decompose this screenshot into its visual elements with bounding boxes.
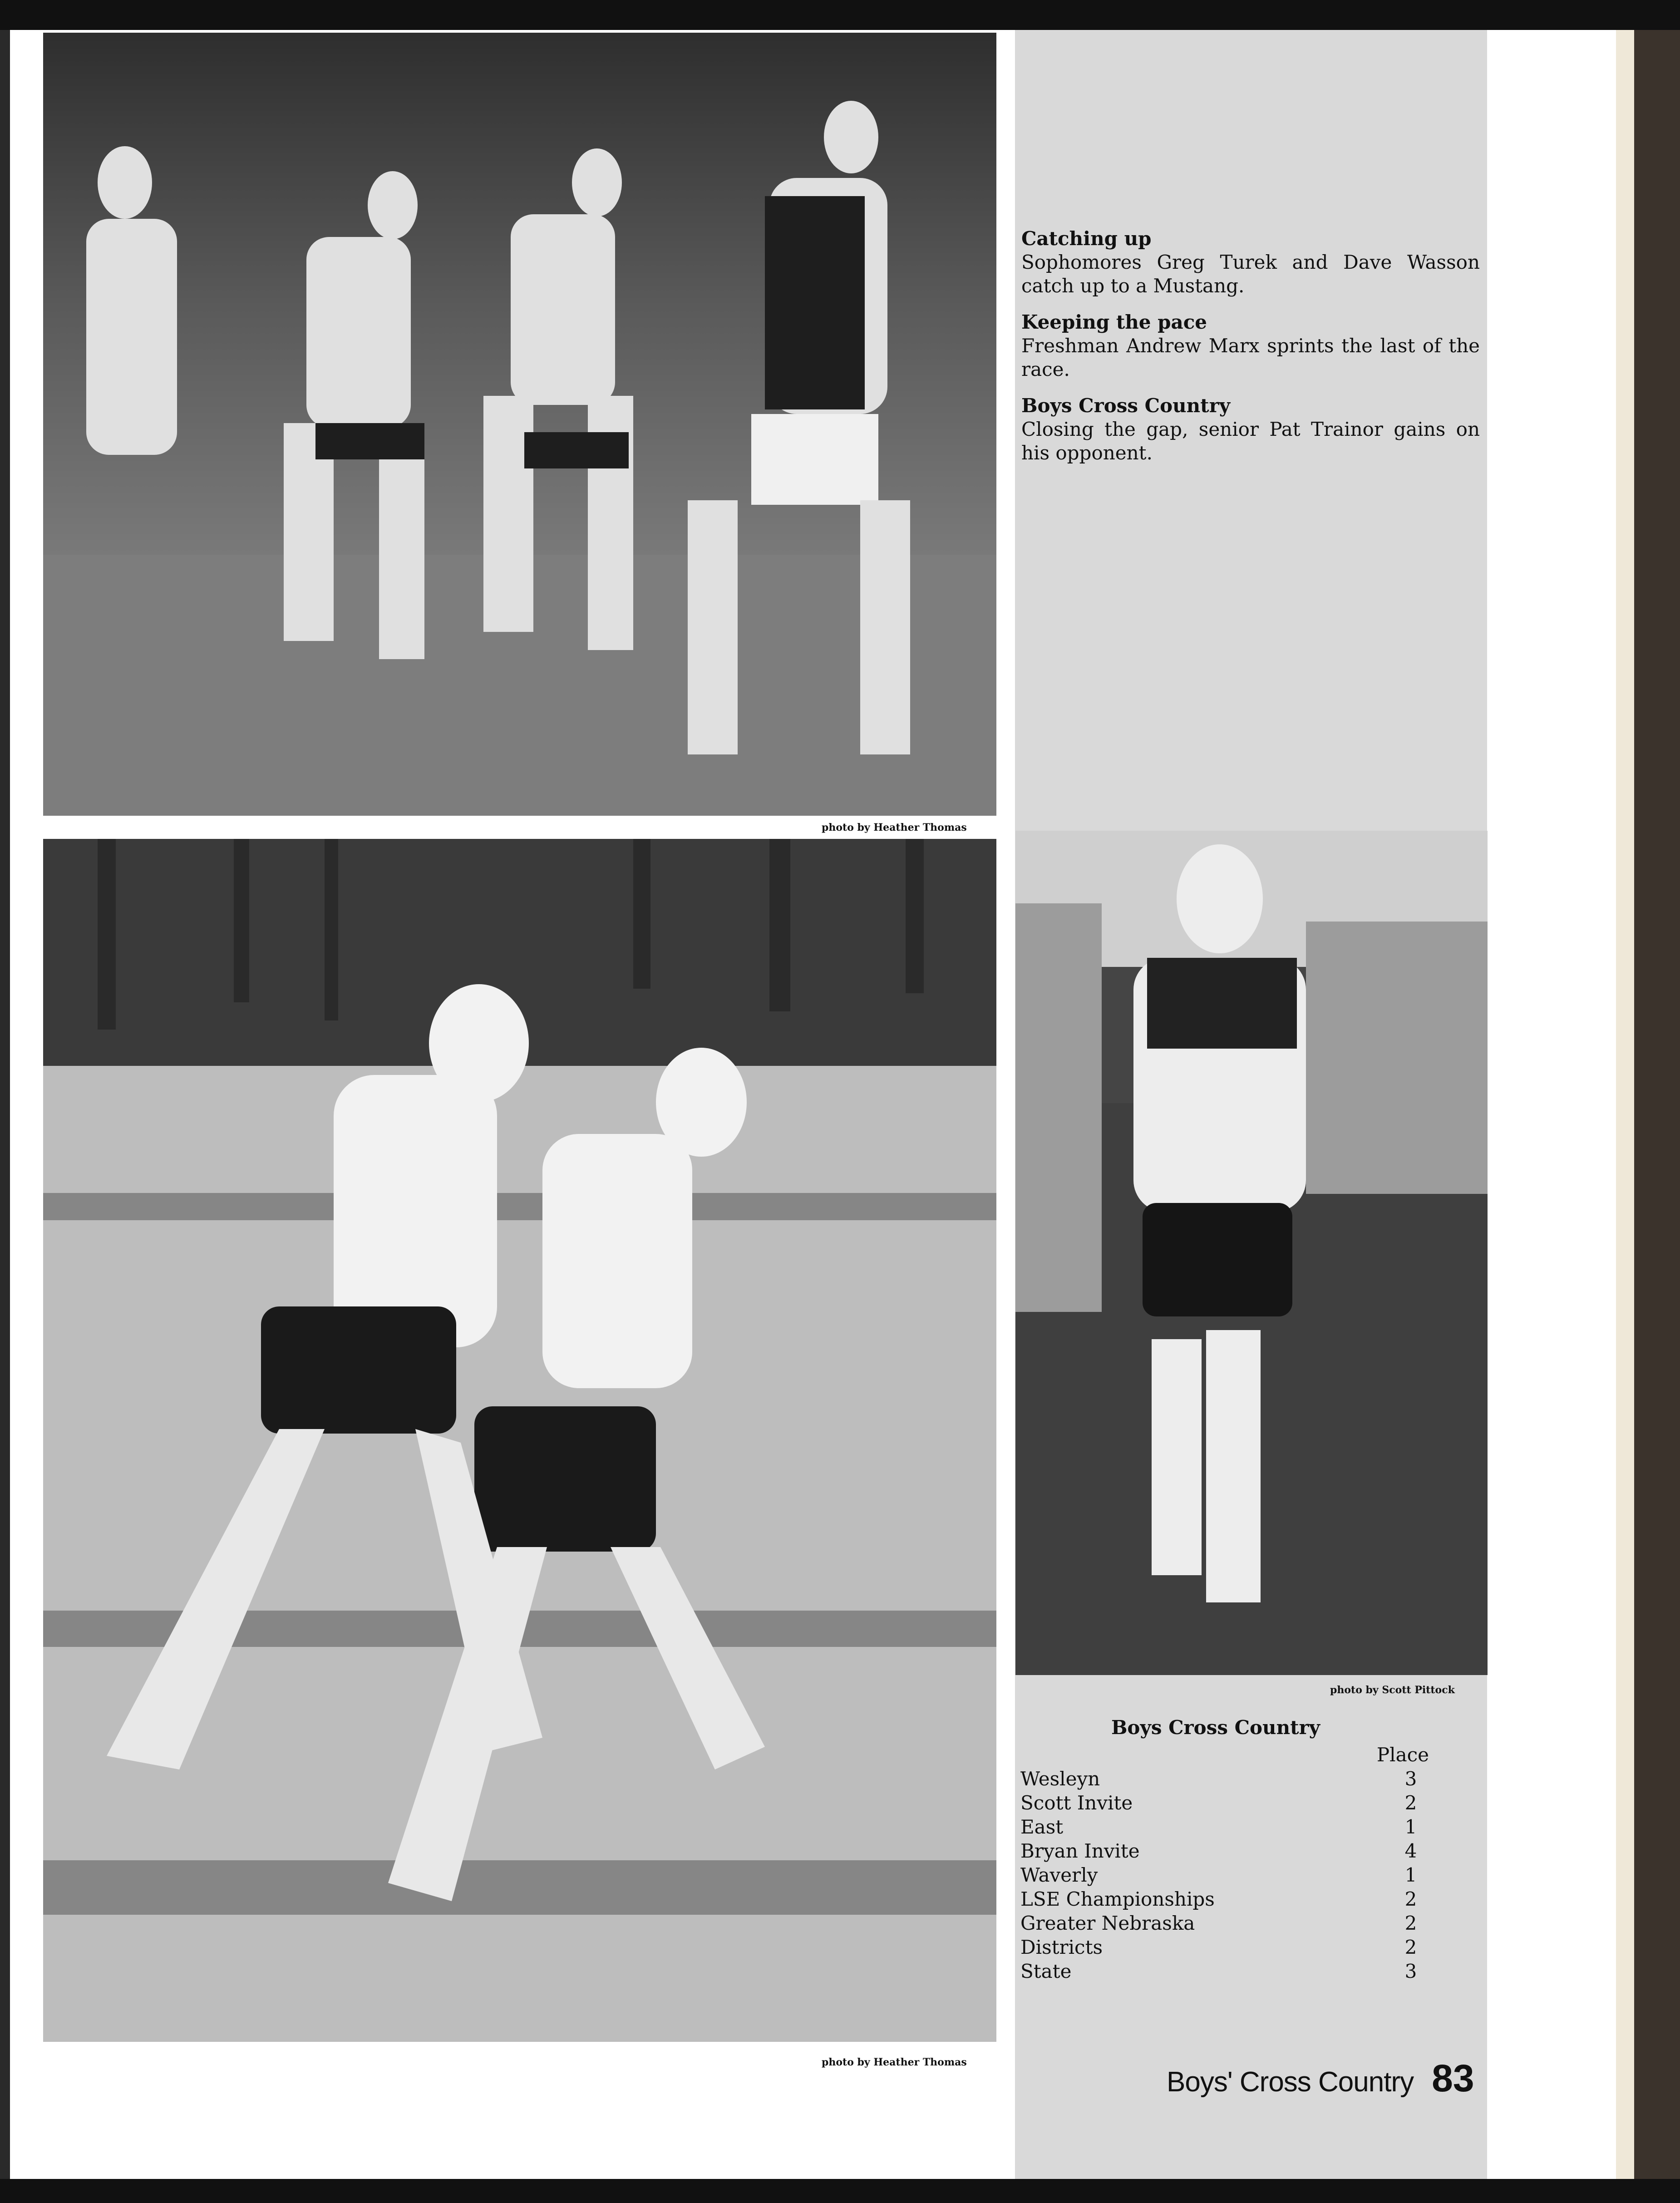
- caption-block: [1021, 310, 1480, 381]
- photo-credit-top: photo by Heather Thomas: [822, 822, 967, 833]
- photo-credit-bottom: photo by Heather Thomas: [822, 2056, 967, 2068]
- meet-name: Greater Nebraska: [1020, 1912, 1195, 1934]
- meet-place: 3: [1404, 1960, 1417, 1982]
- left-page-edge: [0, 30, 10, 2179]
- page-folio: [1167, 2056, 1474, 2100]
- caption-text: Closing the gap, senior Pat Trainor gains on his opponent.: [1021, 418, 1480, 464]
- meet-place: 2: [1404, 1792, 1417, 1814]
- bottom-runners-photo: [43, 839, 996, 2042]
- caption-title: Catching up: [1021, 227, 1152, 250]
- meet-name: Bryan Invite: [1020, 1840, 1140, 1862]
- meet-place: 2: [1404, 1888, 1417, 1910]
- meet-name: LSE Championships: [1020, 1888, 1215, 1910]
- meet-name: Districts: [1020, 1936, 1103, 1958]
- results-table: [1020, 1716, 1429, 1983]
- caption-title: Keeping the pace: [1021, 311, 1207, 333]
- meet-place: 3: [1404, 1768, 1417, 1790]
- table-row: [1020, 1887, 1429, 1911]
- table-row: [1020, 1863, 1429, 1887]
- photo-credit-right: photo by Scott Pittock: [1330, 1684, 1455, 1696]
- finishing-runner-photo: [1015, 831, 1488, 1675]
- caption-text: Freshman Andrew Marx sprints the last of the race.: [1021, 335, 1480, 380]
- meet-place: 1: [1404, 1816, 1417, 1838]
- table-row: [1020, 1839, 1429, 1863]
- caption-text: Sophomores Greg Turek and Dave Wasson catch up to a Mustang.: [1021, 251, 1480, 297]
- meet-place: 2: [1404, 1936, 1417, 1958]
- table-row: [1020, 1767, 1429, 1791]
- caption-block: [1021, 394, 1480, 465]
- table-row: [1020, 1911, 1429, 1935]
- meet-name: Wesleyn: [1020, 1768, 1100, 1790]
- results-title: Boys Cross Country: [1111, 1716, 1320, 1739]
- caption-block: [1021, 227, 1480, 298]
- table-row: [1020, 1959, 1429, 1983]
- caption-title: Boys Cross Country: [1021, 394, 1231, 417]
- table-row: [1020, 1791, 1429, 1815]
- section-name: Boys' Cross Country: [1167, 2066, 1414, 2098]
- meet-name: State: [1020, 1960, 1072, 1982]
- bottom-page-border: [0, 2179, 1680, 2203]
- place-column-header: Place: [1376, 1744, 1429, 1766]
- table-row: [1020, 1815, 1429, 1839]
- meet-place: 2: [1404, 1912, 1417, 1934]
- top-runners-photo: [43, 33, 996, 816]
- meet-name: Scott Invite: [1020, 1792, 1133, 1814]
- meet-place: 4: [1404, 1840, 1417, 1862]
- meet-name: East: [1020, 1816, 1064, 1838]
- book-spine-edge: [1616, 30, 1680, 2179]
- meet-place: 1: [1404, 1864, 1417, 1886]
- page-number: 83: [1432, 2057, 1474, 2100]
- photo-captions: [1021, 227, 1480, 478]
- table-row: [1020, 1935, 1429, 1959]
- meet-name: Waverly: [1020, 1864, 1098, 1886]
- top-page-border: [0, 0, 1680, 30]
